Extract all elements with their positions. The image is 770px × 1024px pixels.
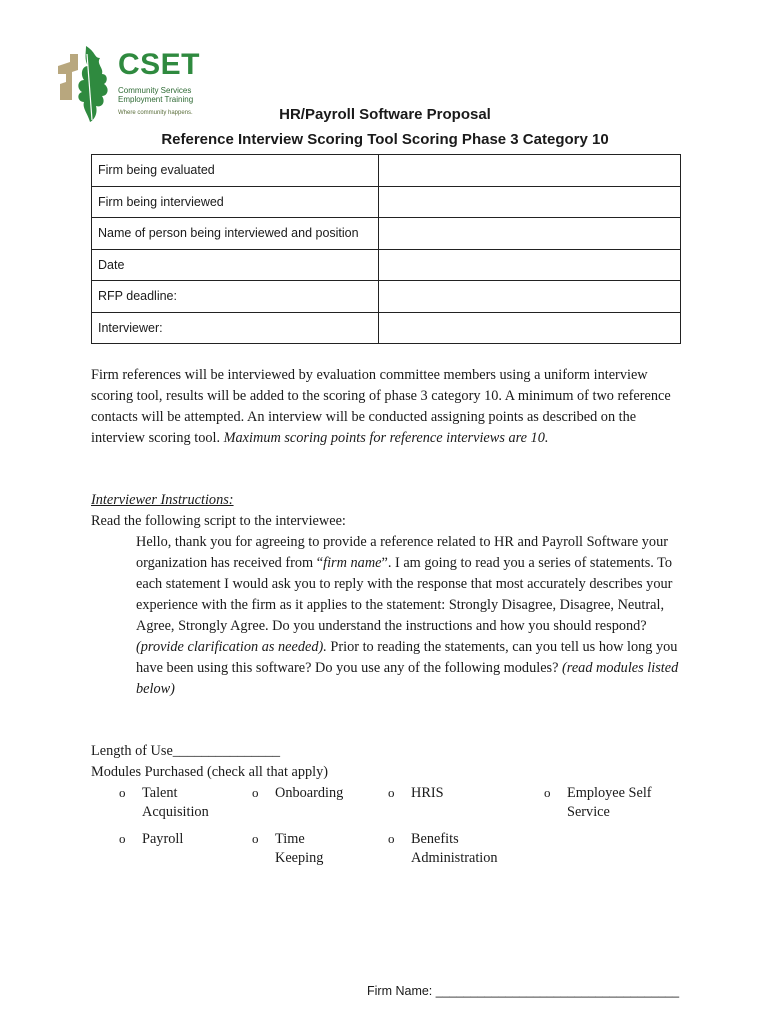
logo-wordmark: CSET <box>118 48 201 81</box>
row-label: Name of person being interviewed and position <box>92 218 379 250</box>
module-label: Benefits Administration <box>411 831 498 866</box>
row-value-field[interactable] <box>379 186 681 218</box>
row-value-field[interactable] <box>379 312 681 344</box>
checkbox-talent-acquisition[interactable]: o <box>119 785 126 800</box>
row-label: Interviewer: <box>92 312 379 344</box>
row-label: Firm being evaluated <box>92 155 379 187</box>
table-row <box>92 312 681 344</box>
intro-text: Firm references will be interviewed by evaluation committee members using a uniform interview scoring tool, results will be added to the scoring of phase 3 category 10. A minimum of two reference contacts will be attempted. An interview will be conducted assigning points as described on the interview scoring tool. <box>91 367 671 446</box>
logo-tagline: Where community happens. <box>118 110 193 116</box>
row-value-field[interactable] <box>379 281 681 313</box>
row-value-field[interactable] <box>379 155 681 187</box>
firm-name-placeholder: firm name <box>323 555 382 571</box>
row-label: Firm being interviewed <box>92 186 379 218</box>
module-label: Employee Self Service <box>567 785 652 820</box>
table-row <box>92 218 681 250</box>
module-label: HRIS <box>411 785 444 801</box>
intro-paragraph <box>91 365 691 449</box>
checkbox-hris[interactable]: o <box>388 785 395 800</box>
evaluation-info-table <box>91 154 681 344</box>
logo-subtitle-2: Employment Training <box>118 95 194 104</box>
module-label: Time Keeping <box>275 831 324 866</box>
modules-heading: Modules Purchased (check all that apply) <box>91 764 329 780</box>
clarification-note: (provide clarification as needed). <box>136 639 327 655</box>
logo-subtitle-1: Community Services <box>118 86 192 95</box>
module-label: Talent Acquisition <box>142 785 209 820</box>
intro-emphasis: Maximum scoring points for reference interviews are 10. <box>223 430 549 446</box>
length-of-use-field[interactable]: Length of Use_______________ <box>91 743 281 759</box>
firm-name-footer-field[interactable]: Firm Name: ___________________________________ <box>367 984 680 998</box>
row-label: RFP deadline: <box>92 281 379 313</box>
table-row <box>92 155 681 187</box>
instructions-heading: Interviewer Instructions: <box>91 492 234 508</box>
row-label: Date <box>92 249 379 281</box>
checkbox-onboarding[interactable]: o <box>252 785 259 800</box>
checkbox-time-keeping[interactable]: o <box>252 831 259 846</box>
instructions-lead: Read the following script to the interviewee: <box>91 513 346 529</box>
table-row <box>92 186 681 218</box>
checkbox-benefits-administration[interactable]: o <box>388 831 395 846</box>
page-subtitle: Reference Interview Scoring Tool Scoring Phase 3 Category 10 <box>161 131 609 148</box>
interview-script: Hello, thank you for agreeing to provide a reference related to HR and Payroll Software your organization has received from “firm name”. I am going to read you a series of statements. To each statement I would ask you to reply with the response that most accurately describes your experience with the firm as it applies to the statement: Strongly Disagree, Disagree, Neutral, Agree, Strongly Agree. Do you understand the instructions and how you should respond? (provide clarification as needed). Prior to reading the statements, can you tell us how long you have been using this software? Do you use any of the following modules? (read modules listed below) <box>136 534 679 697</box>
checkbox-employee-self-service[interactable]: o <box>544 785 551 800</box>
checkbox-payroll[interactable]: o <box>119 831 126 846</box>
module-label: Payroll <box>142 831 184 847</box>
row-value-field[interactable] <box>379 218 681 250</box>
table-row <box>92 249 681 281</box>
row-value-field[interactable] <box>379 249 681 281</box>
page-title: HR/Payroll Software Proposal <box>279 106 491 123</box>
table-row <box>92 281 681 313</box>
module-label: Onboarding <box>275 785 344 801</box>
read-modules-note: (read modules listed below) <box>136 660 679 697</box>
